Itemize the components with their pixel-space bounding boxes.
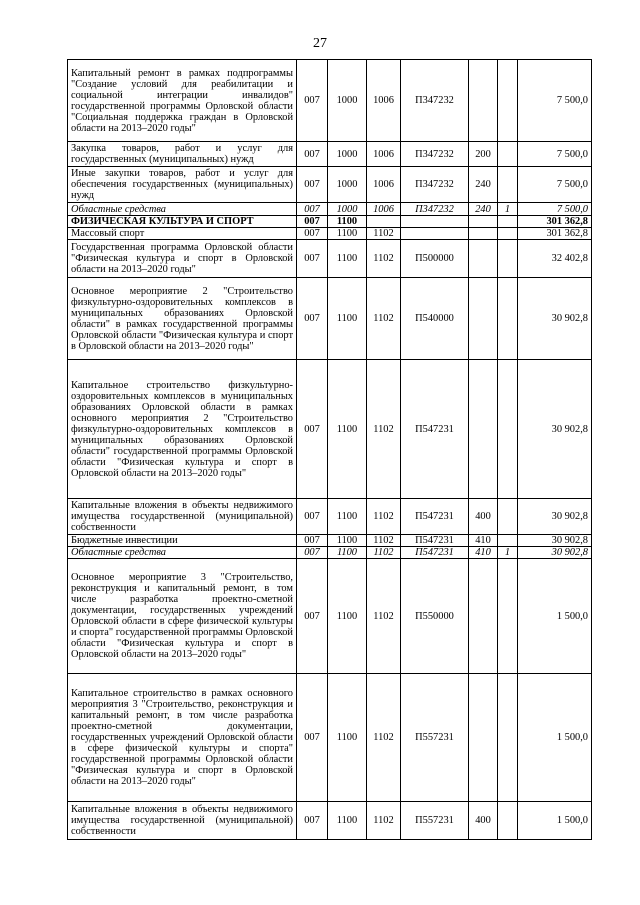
admin-code-cell: 007 (297, 674, 328, 802)
row-name-cell: Капитальный ремонт в рамках подпрограммы "Создание условий для реабилитации и социальной интеграции инвалидов" государственной программы Орловской области "Социальная поддержка граждан в Орловской области на 2013–2020 годы" (68, 60, 297, 142)
section-code-cell: 1100 (328, 240, 367, 278)
amount-cell: 7 500,0 (518, 167, 592, 203)
amount-cell: 1 500,0 (518, 802, 592, 840)
expense-type-code-cell: 240 (469, 203, 498, 216)
section-code-cell: 1100 (328, 228, 367, 240)
table-row (68, 547, 592, 559)
amount-cell: 7 500,0 (518, 203, 592, 216)
section-code-cell: 1100 (328, 535, 367, 547)
subsection-code-cell: 1102 (367, 559, 401, 674)
subsection-code-cell: 1102 (367, 360, 401, 499)
funding-source-code-cell (498, 802, 518, 840)
target-article-code-cell: П500000 (401, 240, 469, 278)
table-row (68, 559, 592, 674)
table-row (68, 499, 592, 535)
table-row (68, 535, 592, 547)
expense-type-code-cell (469, 278, 498, 360)
expense-type-code-cell: 410 (469, 535, 498, 547)
row-name-cell: Государственная программа Орловской области "Физическая культура и спорт в Орловской области на 2013–2020 годы" (68, 240, 297, 278)
target-article-code-cell (401, 228, 469, 240)
amount-cell: 1 500,0 (518, 559, 592, 674)
budget-table-body (68, 60, 592, 840)
target-article-code-cell: П557231 (401, 674, 469, 802)
amount-cell: 30 902,8 (518, 278, 592, 360)
section-code-cell: 1100 (328, 674, 367, 802)
row-name-cell: Основное мероприятие 3 "Строительство, реконструкция и капитальный ремонт, в том числе разработка проектно-сметной документации, государственных учреждений Орловской области в сфере физической культуры и спорта" государственной программы Орловской области "Физическая культура и спорт в Орловской области на 2013–2020 годы" (68, 559, 297, 674)
funding-source-code-cell (498, 142, 518, 167)
target-article-code-cell: П347232 (401, 167, 469, 203)
target-article-code-cell: П547231 (401, 535, 469, 547)
funding-source-code-cell (498, 559, 518, 674)
admin-code-cell: 007 (297, 559, 328, 674)
admin-code-cell: 007 (297, 203, 328, 216)
amount-cell: 301 362,8 (518, 216, 592, 228)
admin-code-cell: 007 (297, 278, 328, 360)
table-row (68, 228, 592, 240)
admin-code-cell: 007 (297, 228, 328, 240)
expense-type-code-cell: 410 (469, 547, 498, 559)
amount-cell: 301 362,8 (518, 228, 592, 240)
amount-cell: 30 902,8 (518, 547, 592, 559)
target-article-code-cell: П347232 (401, 142, 469, 167)
subsection-code-cell: 1102 (367, 535, 401, 547)
table-row (68, 60, 592, 142)
table-row (68, 674, 592, 802)
funding-source-code-cell: 1 (498, 203, 518, 216)
table-row (68, 278, 592, 360)
amount-cell: 30 902,8 (518, 360, 592, 499)
target-article-code-cell: П347232 (401, 60, 469, 142)
admin-code-cell: 007 (297, 167, 328, 203)
subsection-code-cell: 1006 (367, 142, 401, 167)
row-name-cell: Областные средства (68, 547, 297, 559)
target-article-code-cell: П557231 (401, 802, 469, 840)
expense-type-code-cell: 400 (469, 802, 498, 840)
admin-code-cell: 007 (297, 360, 328, 499)
section-code-cell: 1100 (328, 802, 367, 840)
target-article-code-cell: П540000 (401, 278, 469, 360)
subsection-code-cell: 1102 (367, 674, 401, 802)
expense-type-code-cell (469, 360, 498, 499)
row-name-cell: Капитальное строительство в рамках основного мероприятия 3 "Строительство, реконструкция и капитальный ремонт, в том числе разработка проектно-сметной документации, государственных учреждений Орловской области в сфере физической культуры и спорта" государственной программы Орловской области "Физическая культура и спорт в Орловской области на 2013–2020 годы" (68, 674, 297, 802)
section-code-cell: 1000 (328, 142, 367, 167)
subsection-code-cell: 1102 (367, 228, 401, 240)
section-code-cell: 1100 (328, 216, 367, 228)
expense-type-code-cell: 240 (469, 167, 498, 203)
funding-source-code-cell (498, 228, 518, 240)
section-code-cell: 1100 (328, 559, 367, 674)
funding-source-code-cell (498, 535, 518, 547)
section-code-cell: 1000 (328, 203, 367, 216)
table-row (68, 240, 592, 278)
subsection-code-cell: 1102 (367, 547, 401, 559)
amount-cell: 7 500,0 (518, 60, 592, 142)
funding-source-code-cell (498, 674, 518, 802)
section-code-cell: 1100 (328, 360, 367, 499)
admin-code-cell: 007 (297, 240, 328, 278)
target-article-code-cell: П547231 (401, 547, 469, 559)
row-name-cell: Капитальное строительство физкультурно-оздоровительных комплексов в муниципальных образованиях Орловской области в рамках основного мероприятия 2 "Строительство физкультурно-оздоровительных комплексов в муниципальных образованиях Орловской области" государственной программы Орловской области "Физическая культура и спорт в Орловской области на 2013–2020 годы" (68, 360, 297, 499)
funding-source-code-cell (498, 167, 518, 203)
admin-code-cell: 007 (297, 535, 328, 547)
row-name-cell: Капитальные вложения в объекты недвижимого имущества государственной (муниципальной) собственности (68, 499, 297, 535)
target-article-code-cell: П547231 (401, 360, 469, 499)
table-row (68, 142, 592, 167)
admin-code-cell: 007 (297, 499, 328, 535)
subsection-code-cell (367, 216, 401, 228)
subsection-code-cell: 1102 (367, 802, 401, 840)
table-row (68, 216, 592, 228)
table-row (68, 167, 592, 203)
table-row (68, 203, 592, 216)
row-name-cell: Иные закупки товаров, работ и услуг для обеспечения государственных (муниципальных) нужд (68, 167, 297, 203)
expense-type-code-cell (469, 240, 498, 278)
funding-source-code-cell (498, 278, 518, 360)
amount-cell: 32 402,8 (518, 240, 592, 278)
target-article-code-cell: П547231 (401, 499, 469, 535)
admin-code-cell: 007 (297, 216, 328, 228)
row-name-cell: Закупка товаров, работ и услуг для государственных (муниципальных) нужд (68, 142, 297, 167)
amount-cell: 30 902,8 (518, 535, 592, 547)
funding-source-code-cell (498, 499, 518, 535)
expense-type-code-cell (469, 674, 498, 802)
funding-source-code-cell: 1 (498, 547, 518, 559)
funding-source-code-cell (498, 240, 518, 278)
admin-code-cell: 007 (297, 142, 328, 167)
section-code-cell: 1100 (328, 547, 367, 559)
table-row (68, 360, 592, 499)
row-name-cell: Областные средства (68, 203, 297, 216)
admin-code-cell: 007 (297, 547, 328, 559)
subsection-code-cell: 1102 (367, 499, 401, 535)
subsection-code-cell: 1006 (367, 203, 401, 216)
row-name-cell: Капитальные вложения в объекты недвижимого имущества государственной (муниципальной) собственности (68, 802, 297, 840)
section-code-cell: 1100 (328, 278, 367, 360)
amount-cell: 30 902,8 (518, 499, 592, 535)
target-article-code-cell: П550000 (401, 559, 469, 674)
subsection-code-cell: 1102 (367, 240, 401, 278)
section-code-cell: 1000 (328, 167, 367, 203)
expense-type-code-cell (469, 559, 498, 674)
admin-code-cell: 007 (297, 60, 328, 142)
amount-cell: 7 500,0 (518, 142, 592, 167)
funding-source-code-cell (498, 60, 518, 142)
section-code-cell: 1100 (328, 499, 367, 535)
expense-type-code-cell (469, 60, 498, 142)
admin-code-cell: 007 (297, 802, 328, 840)
page-number: 27 (313, 36, 327, 51)
expense-type-code-cell (469, 216, 498, 228)
row-name-cell: Массовый спорт (68, 228, 297, 240)
funding-source-code-cell (498, 360, 518, 499)
row-name-cell: Бюджетные инвестиции (68, 535, 297, 547)
amount-cell: 1 500,0 (518, 674, 592, 802)
subsection-code-cell: 1102 (367, 278, 401, 360)
subsection-code-cell: 1006 (367, 60, 401, 142)
subsection-code-cell: 1006 (367, 167, 401, 203)
funding-source-code-cell (498, 216, 518, 228)
section-code-cell: 1000 (328, 60, 367, 142)
target-article-code-cell: П347232 (401, 203, 469, 216)
expense-type-code-cell (469, 228, 498, 240)
expense-type-code-cell: 400 (469, 499, 498, 535)
table-row (68, 802, 592, 840)
row-name-cell: Основное мероприятие 2 "Строительство физкультурно-оздоровительных комплексов в муниципальных образованиях Орловской области" в рамках государственной программы Орловской области "Физическая культура и спорт в Орловской области на 2013–2020 годы" (68, 278, 297, 360)
target-article-code-cell (401, 216, 469, 228)
expense-type-code-cell: 200 (469, 142, 498, 167)
budget-table (67, 59, 592, 840)
row-name-cell: ФИЗИЧЕСКАЯ КУЛЬТУРА И СПОРТ (68, 216, 297, 228)
